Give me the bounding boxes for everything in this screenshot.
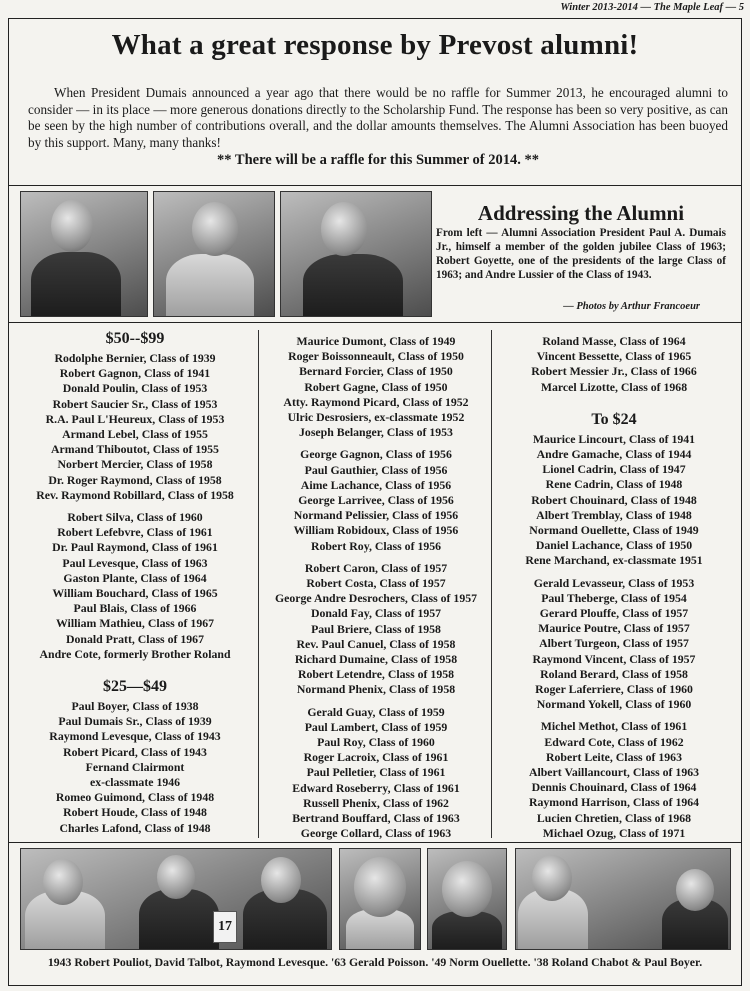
donor-list [495,576,733,713]
photo-ouellette [427,848,507,950]
donor-entry: Dr. Roger Raymond, Class of 1958 [48,472,222,487]
donor-entry: Robert Saucier Sr., Class of 1953 [52,396,218,411]
donor-entry: Russell Phenix, Class of 1962 [303,795,449,810]
donor-entry: Rene Cadrin, Class of 1948 [545,477,683,492]
donor-entry: Marcel Lizotte, Class of 1968 [540,379,688,394]
intro-paragraph: When President Dumais announced a year ago that there would be no raffle for Summer 2013, he encouraged alumni to consider — in its place — more generous donations directly to the Scholarship Fund. The response has been so very positive, as can be seen by the high number of contributions overall, and the dollar amounts themselves. The Alumni Association has been buoyed by this support. Many, many thanks! [28,85,728,150]
donor-entry: Robert Chouinard, Class of 1948 [531,492,697,507]
donor-entry: George Andre Desrochers, Class of 1957 [274,591,478,606]
donor-entry: Michel Methot, Class of 1961 [540,719,688,734]
donor-entry: William Bouchard, Class of 1965 [52,586,218,601]
donor-entry: Paul Dumais Sr., Class of 1939 [58,714,212,729]
donor-entry: Roland Berard, Class of 1958 [540,666,688,681]
donor-entry: Raymond Vincent, Class of 1957 [532,651,696,666]
donor-entry: Paul Gauthier, Class of 1956 [304,462,448,477]
donor-entry: Donald Fay, Class of 1957 [310,606,442,621]
donor-entry: Paul Levesque, Class of 1963 [62,555,208,570]
donor-entry: Maurice Poutre, Class of 1957 [538,621,690,636]
headline: What a great response by Prevost alumni! [111,29,639,61]
donor-entry: Fernand Clairmont [85,759,185,774]
donor-entry: Rene Marchand, ex-classmate 1951 [525,553,703,568]
heading-to-24: To $24 [591,410,637,428]
donor-entry: Gaston Plante, Class of 1964 [63,570,207,585]
donor-entry: Atty. Raymond Picard, Class of 1952 [283,394,469,409]
donor-list [262,334,490,440]
donor-entry: ex-classmate 1946 [89,775,181,790]
donor-list [495,334,733,395]
photo-caption-text: From left — Alumni Association President Paul A. Dumais Jr., himself a member of the golden jubilee Class of 1963; Robert Goyette, one of the presidents of the large Class of 1963; and Andre Lussier of the Class of 1943. [436,227,726,281]
donor-entry: Normand Yokell, Class of 1960 [536,697,692,712]
donor-entry: Gerald Guay, Class of 1959 [307,704,445,719]
donor-entry: Robert Houde, Class of 1948 [63,805,207,820]
donor-entry: George Collard, Class of 1963 [300,826,452,841]
photo-caption-title: Addressing the Alumni [477,201,685,225]
donor-entry: Albert Tremblay, Class of 1948 [536,507,692,522]
donor-entry: Dr. Paul Raymond, Class of 1961 [52,540,218,555]
donor-entry: Normand Ouellette, Class of 1949 [529,523,699,538]
rule-mid [8,322,742,323]
donor-entry: Charles Lafond, Class of 1948 [59,820,211,835]
donor-entry: Gerard Plouffe, Class of 1957 [539,606,689,621]
donor-entry: Robert Lefebvre, Class of 1961 [57,525,213,540]
donor-list [495,432,733,569]
donor-entry: Maurice Dumont, Class of 1949 [296,334,456,348]
heading-25-49: $25—$49 [103,678,167,696]
photo-dumais [20,191,148,317]
table-card: 17 [213,911,237,943]
donor-entry: Norbert Mercier, Class of 1958 [57,457,213,472]
donor-entry: Joseph Belanger, Class of 1953 [299,425,453,440]
donor-entry: Robert Gagne, Class of 1950 [304,379,448,394]
donor-entry: Roger Lacroix, Class of 1961 [303,750,449,765]
donor-entry: Maurice Lincourt, Class of 1941 [532,431,696,446]
donor-entry: Roger Laferriere, Class of 1960 [535,682,693,697]
donor-entry: George Gagnon, Class of 1956 [300,447,452,462]
donor-entry: George Larrivee, Class of 1956 [298,493,454,508]
bottom-caption: 1943 Robert Pouliot, David Talbot, Raymond Levesque. '63 Gerald Poisson. '49 Norm Ouellette. '38 Roland Chabot & Paul Boyer. [47,955,703,969]
donor-column-2 [262,334,490,842]
donor-list [16,699,254,836]
donor-entry: Robert Leite, Class of 1963 [546,749,682,764]
donor-column-3 [495,334,733,841]
donor-entry: Robert Messier Jr., Class of 1966 [531,364,697,379]
donor-entry: Gerald Levasseur, Class of 1953 [533,575,695,590]
donor-entry: Bernard Forcier, Class of 1950 [299,364,453,379]
donor-entry: Albert Turgeon, Class of 1957 [539,636,689,651]
intro-block [28,85,728,169]
donor-entry: Robert Gagnon, Class of 1941 [59,366,211,381]
running-head: Winter 2013-2014 — The Maple Leaf — 5 [560,2,744,13]
photo-class-1943 [20,848,332,950]
donor-entry: Andre Gamache, Class of 1944 [536,447,692,462]
donor-entry: Rodolphe Bernier, Class of 1939 [54,351,216,365]
donor-entry: Aime Lachance, Class of 1956 [300,477,452,492]
donor-entry: Edward Cote, Class of 1962 [544,734,684,749]
donor-entry: Paul Briere, Class of 1958 [311,621,441,636]
donor-entry: Robert Costa, Class of 1957 [306,576,446,591]
donor-entry: Normand Pelissier, Class of 1956 [293,508,459,523]
donor-entry: Raymond Harrison, Class of 1964 [528,795,700,810]
donor-entry: Robert Picard, Class of 1943 [63,744,207,759]
donor-entry: Armand Thiboutot, Class of 1955 [51,442,219,457]
donor-entry: Robert Roy, Class of 1956 [310,538,442,553]
donor-entry: Lucien Chretien, Class of 1968 [536,810,692,825]
donor-entry: Armand Lebel, Class of 1955 [62,427,208,442]
photo-goyette [153,191,275,317]
raffle-note: ** There will be a raffle for this Summer of 2014. ** [217,152,539,168]
donor-entry: Paul Lambert, Class of 1959 [304,719,448,734]
donor-entry: Roland Masse, Class of 1964 [542,334,686,348]
donor-entry: Albert Vaillancourt, Class of 1963 [528,765,700,780]
donor-list [262,705,490,842]
photo-lussier [280,191,432,317]
donor-entry: William Mathieu, Class of 1967 [55,616,215,631]
donor-entry: Raymond Levesque, Class of 1943 [49,729,221,744]
donor-entry: Vincent Bessette, Class of 1965 [536,349,692,364]
donor-entry: Donald Poulin, Class of 1953 [62,381,208,396]
rule-bottom [8,842,742,843]
donor-entry: Romeo Guimond, Class of 1948 [55,790,215,805]
donor-entry: Robert Letendre, Class of 1958 [297,667,455,682]
column-divider [258,330,259,838]
donor-entry: Paul Roy, Class of 1960 [317,735,435,750]
donor-entry: Robert Caron, Class of 1957 [304,560,448,575]
donor-list [16,351,254,503]
donor-list [262,447,490,553]
donor-column-1 [16,328,254,836]
donor-entry: Lionel Cadrin, Class of 1947 [542,462,686,477]
donor-entry: William Robidoux, Class of 1956 [293,523,459,538]
donor-entry: Edward Roseberry, Class of 1961 [292,780,460,795]
donor-entry: Paul Boyer, Class of 1938 [71,699,199,714]
donor-entry: Rev. Paul Canuel, Class of 1958 [296,636,456,651]
donor-list [16,510,254,662]
photo-poisson [339,848,421,950]
donor-entry: Paul Pelletier, Class of 1961 [306,765,446,780]
donor-entry: Bertrand Bouffard, Class of 1963 [292,811,460,826]
donor-entry: Michael Ozug, Class of 1971 [542,825,686,840]
donor-entry: R.A. Paul L'Heureux, Class of 1953 [45,411,225,426]
donor-entry: Ulric Desrosiers, ex-classmate 1952 [287,410,465,425]
donor-entry: Paul Theberge, Class of 1954 [541,590,687,605]
photo-chabot-boyer [515,848,731,950]
donor-entry: Daniel Lachance, Class of 1950 [535,538,693,553]
donor-list [262,561,490,698]
heading-50-99: $50--$99 [105,330,165,347]
donor-entry: Richard Dumaine, Class of 1958 [294,652,458,667]
donor-entry: Robert Silva, Class of 1960 [67,510,203,525]
donor-entry: Roger Boissonneault, Class of 1950 [288,349,464,364]
donor-entry: Donald Pratt, Class of 1967 [66,631,204,646]
donor-entry: Rev. Raymond Robillard, Class of 1958 [36,487,234,502]
photo-credit: — Photos by Arthur Francoeur [563,301,700,312]
donor-entry: Normand Phenix, Class of 1958 [296,682,456,697]
rule-top [8,185,742,186]
donor-entry: Dennis Chouinard, Class of 1964 [531,780,697,795]
donor-entry: Andre Cote, formerly Brother Roland [39,646,231,661]
donor-entry: Paul Blais, Class of 1966 [73,601,197,616]
column-divider [491,330,492,838]
donor-list [495,719,733,841]
